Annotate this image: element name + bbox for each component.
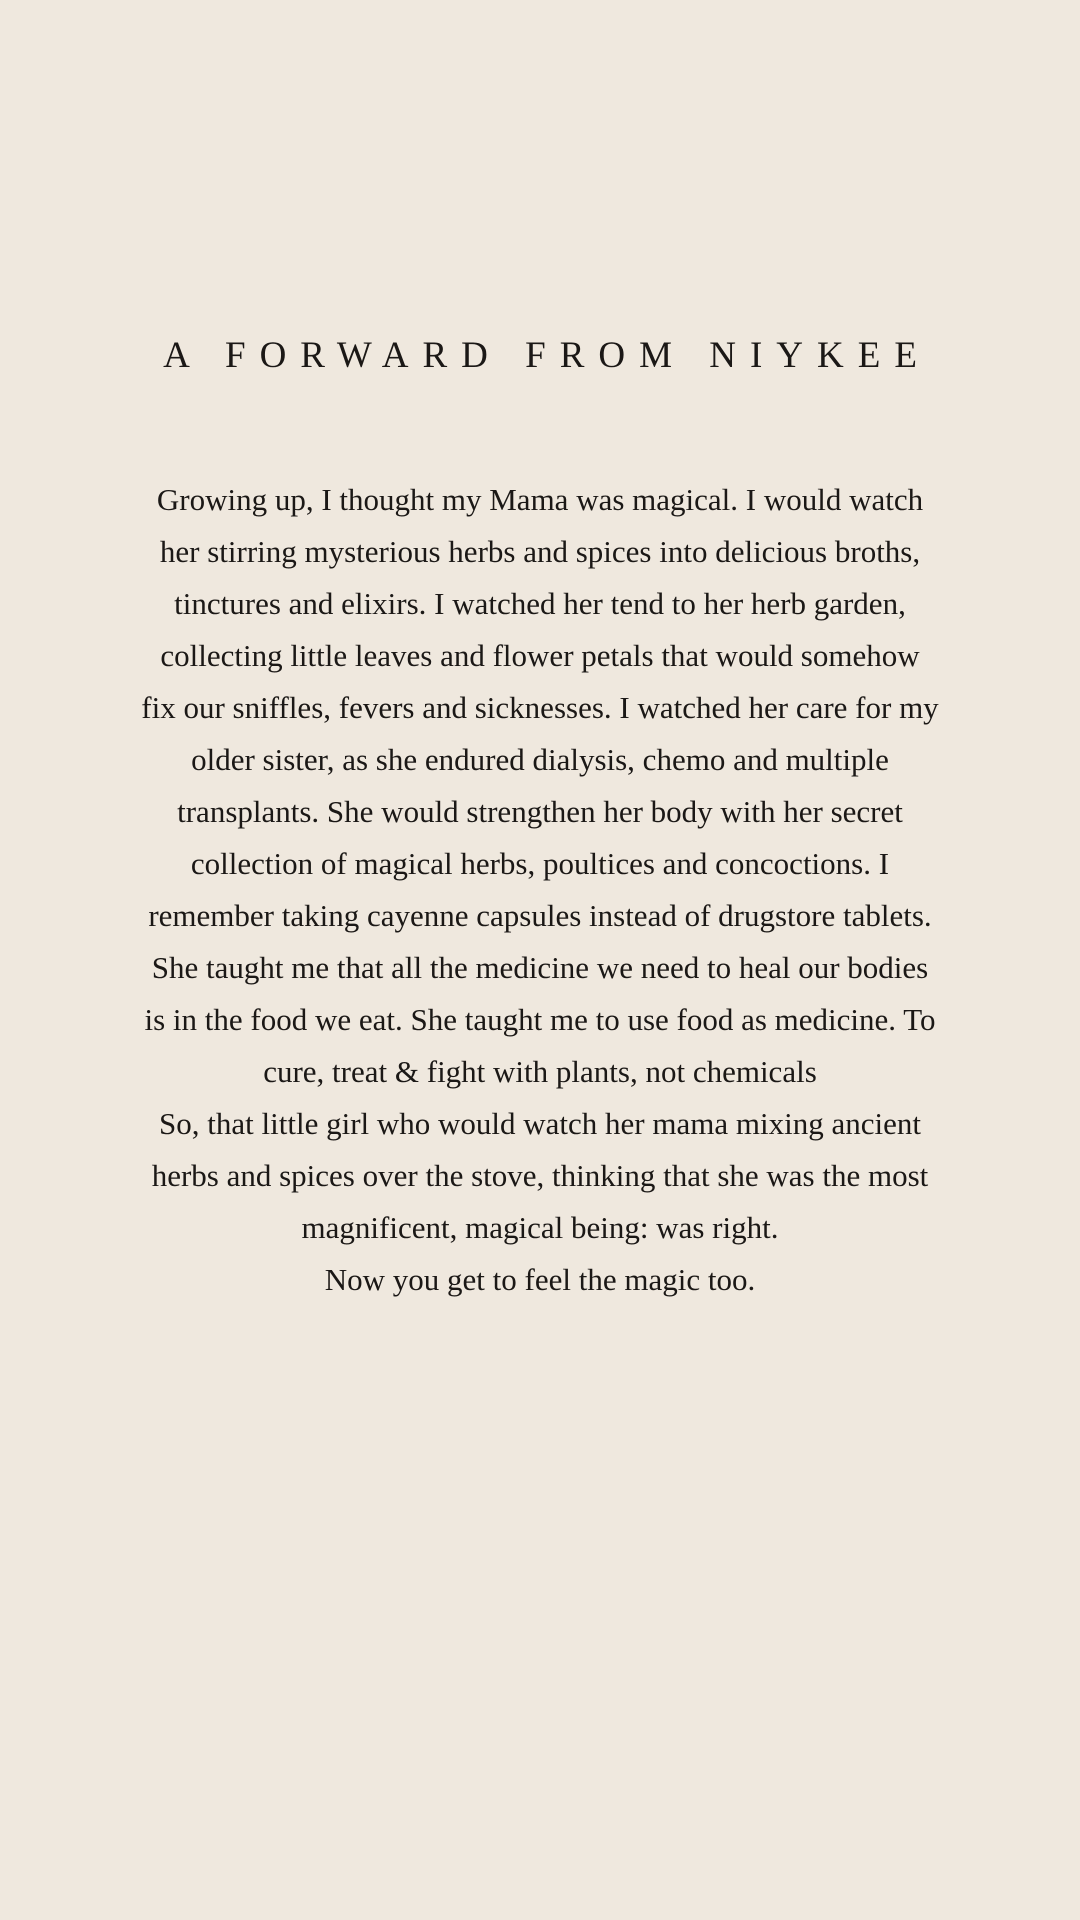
foreword-paragraph-2: So, that little girl who would watch her mama mixing ancient herbs and spices over the stove, thinking that she was the most magnificent, magical being: was right. [151, 1106, 929, 1245]
foreword-body [140, 474, 940, 1306]
foreword-paragraph-3: Now you get to feel the magic too. [324, 1262, 756, 1297]
page-title: A FORWARD FROM NIYKEE [163, 335, 931, 376]
foreword-paragraph-1: Growing up, I thought my Mama was magical. I would watch her stirring mysterious herbs and spices into delicious broths, tinctures and elixirs. I watched her tend to her herb garden, collecting little leaves and flower petals that would somehow fix our sniffles, fevers and sicknesses. I watched her care for my older sister, as she endured dialysis, chemo and multiple transplants. She would strengthen her body with her secret collection of magical herbs, poultices and concoctions. I remember taking cayenne capsules instead of drugstore tablets. She taught me that all the medicine we need to heal our bodies is in the food we eat. She taught me to use food as medicine. To cure, treat & fight with plants, not chemicals [141, 482, 939, 1089]
